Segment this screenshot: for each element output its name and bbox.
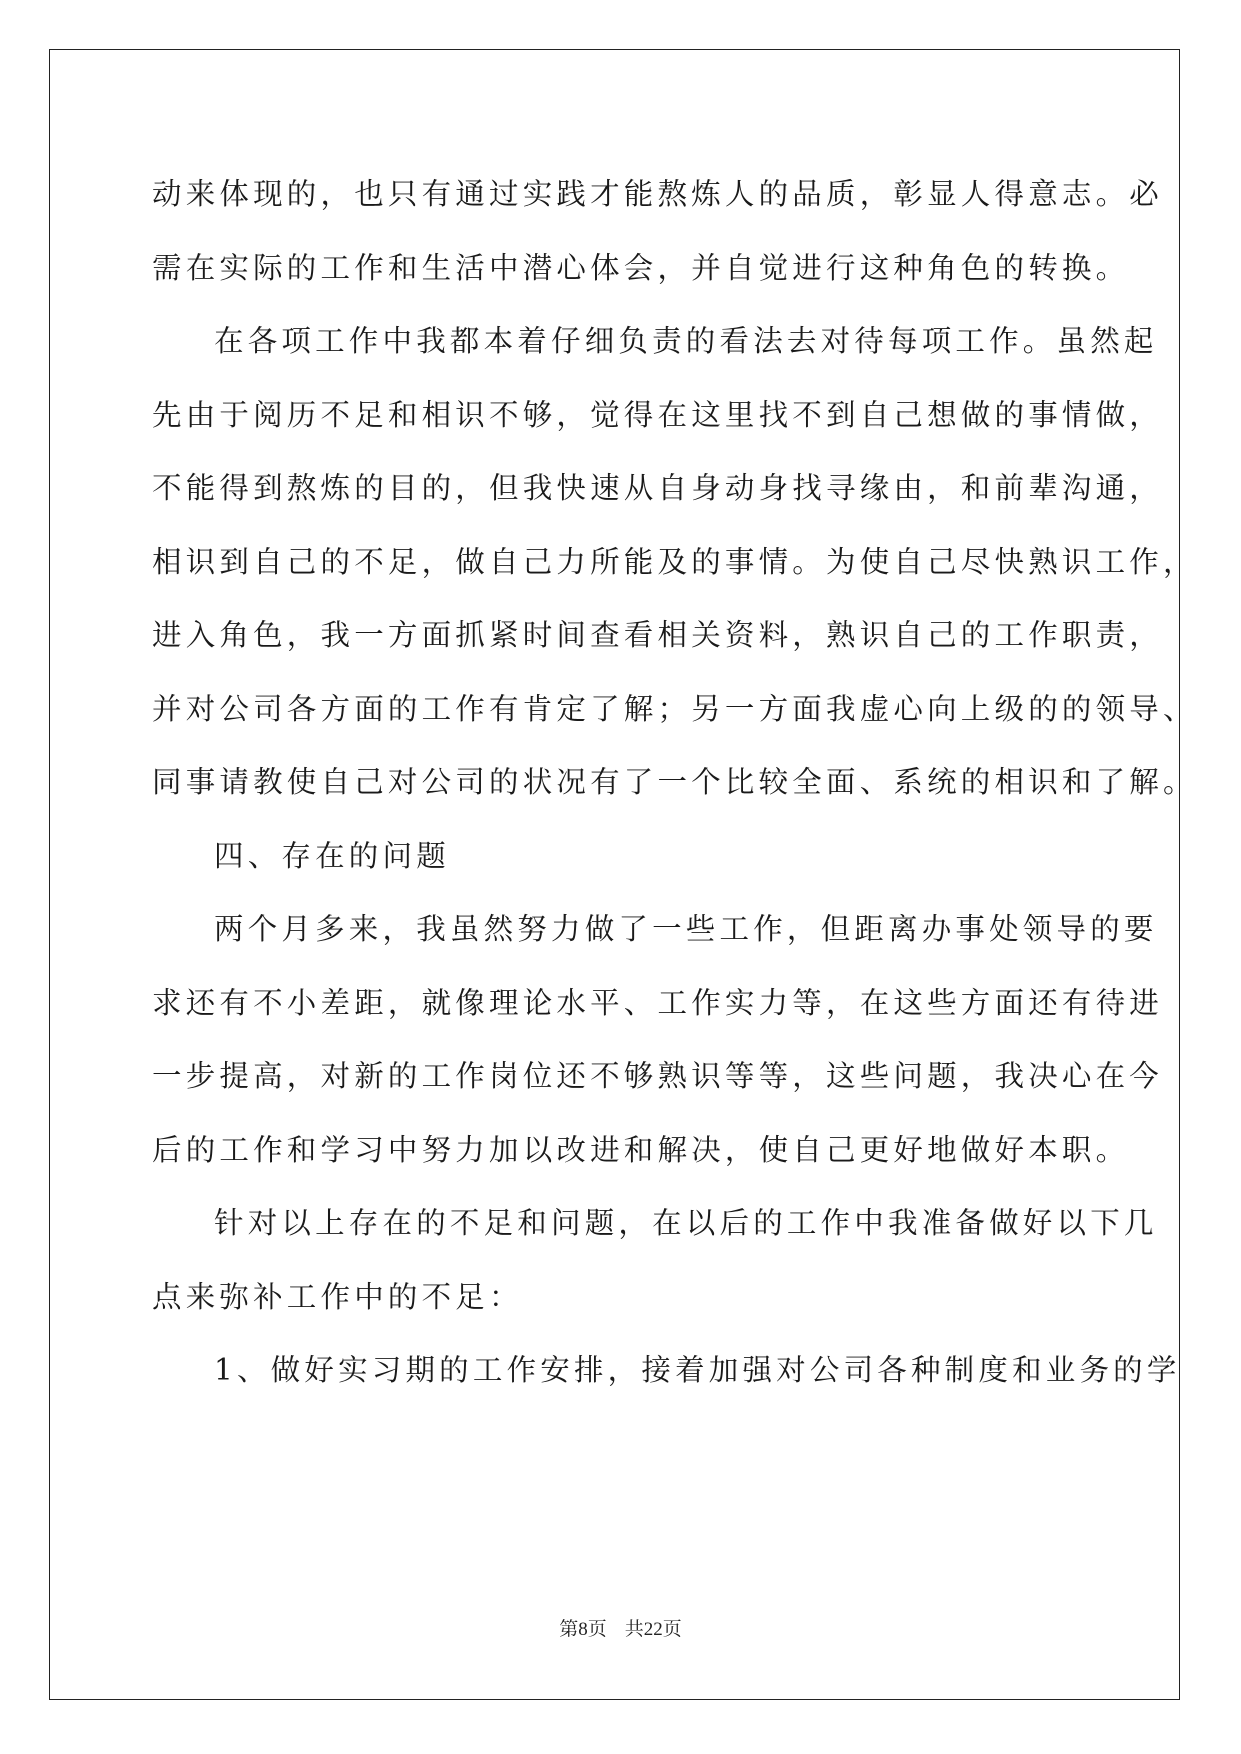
page-footer bbox=[0, 1614, 1241, 1641]
text-line: 动来体现的，也只有通过实践才能熬炼人的品质，彰显人得意志。必 bbox=[152, 177, 1164, 211]
total-pages-label: 共22页 bbox=[624, 1619, 682, 1640]
text-line: 不能得到熬炼的目的，但我快速从自身动身找寻缘由，和前辈沟通， bbox=[152, 471, 1164, 505]
text-line: 针对以上存在的不足和问题，在以后的工作中我准备做好以下几 bbox=[214, 1206, 1158, 1240]
current-page-label: 第8页 bbox=[559, 1619, 607, 1640]
text-line: 先由于阅历不足和相识不够，觉得在这里找不到自己想做的事情做， bbox=[152, 397, 1164, 432]
section-heading: 四、存在的问题 bbox=[214, 838, 450, 873]
text-line: 在各项工作中我都本着仔细负责的看法去对待每项工作。虽然起 bbox=[214, 324, 1158, 358]
list-item: 1、做好实习期的工作安排，接着加强对公司各种制度和业务的学 bbox=[214, 1353, 1181, 1387]
text-line: 求还有不小差距，就像理论水平、工作实力等，在这些方面还有待进 bbox=[152, 985, 1164, 1020]
text-line: 并对公司各方面的工作有肯定了解；另一方面我虚心向上级的的领导、 bbox=[152, 691, 1197, 726]
text-line: 进入角色，我一方面抓紧时间查看相关资料，熟识自己的工作职责， bbox=[152, 618, 1164, 652]
text-line: 相识到自己的不足，做自己力所能及的事情。为使自己尽快熟识工作， bbox=[152, 544, 1197, 579]
text-line: 点来弥补工作中的不足： bbox=[152, 1279, 523, 1314]
document-body bbox=[152, 158, 1197, 1408]
text-line: 一步提高，对新的工作岗位还不够熟识等等，这些问题，我决心在今 bbox=[152, 1059, 1164, 1093]
text-line: 两个月多来，我虽然努力做了一些工作，但距离办事处领导的要 bbox=[214, 912, 1158, 946]
text-line: 同事请教使自己对公司的状况有了一个比较全面、系统的相识和了解。 bbox=[152, 765, 1197, 799]
text-line: 需在实际的工作和生活中潜心体会，并自觉进行这种角色的转换。 bbox=[152, 250, 1130, 285]
text-line: 后的工作和学习中努力加以改进和解决，使自己更好地做好本职。 bbox=[152, 1132, 1130, 1167]
